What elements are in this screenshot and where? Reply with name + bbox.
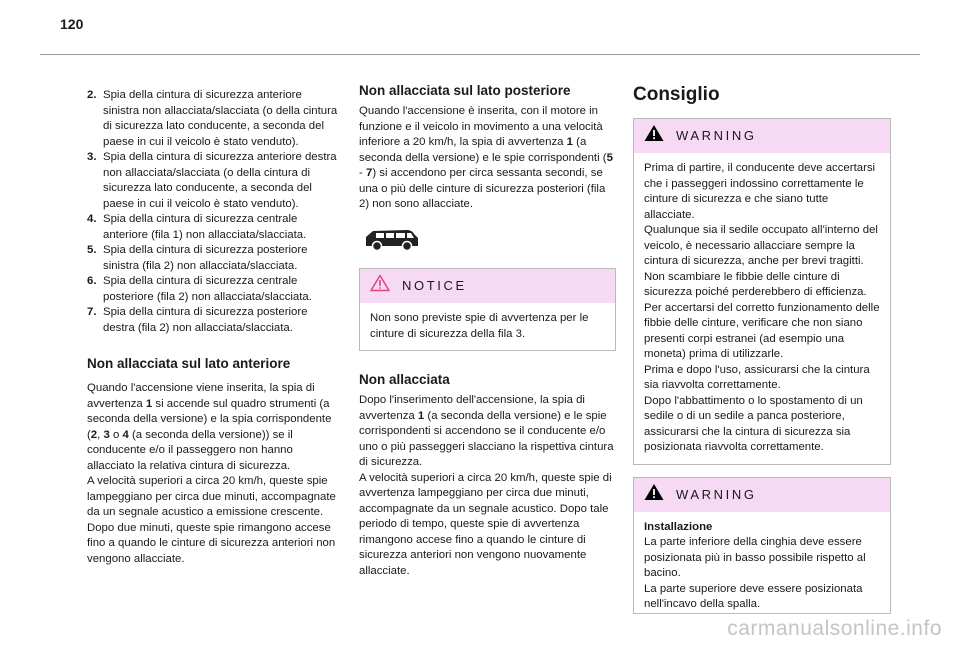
header-divider bbox=[40, 54, 920, 55]
list-item bbox=[87, 88, 339, 150]
item-number: 7. bbox=[87, 306, 97, 318]
unfastened-paragraph bbox=[359, 393, 616, 579]
warning-title: WARNING bbox=[676, 486, 757, 502]
notice-header bbox=[360, 269, 615, 303]
text-run: - bbox=[359, 167, 366, 179]
warning-text: Prima di partire, il conducente deve accertarsi che i passeggeri indossino correttamente le cinture di sicurezza e che siano tutte allacciate. Qualunque sia il sedile occupato all'interno del veicolo, è necessario allacciare sempre la cintura di sicurezza, anche per brevi tragitti. Non scambiare le fibbie delle cinture di sicurezza poiché perderebbero di efficienza. Per accertarsi del corretto funzionamento delle fibbie delle cinture, verificare che non siano presenti corpi estranei (ad esempio una moneta) prima di utilizzarle. Prima e dopo l'uso, assicurarsi che la cintura sia riavvolta correttamente. Dopo l'abbattimento o lo spostamento di un sedile o di un sedile a panca posteriore, assicurarsi che la cintura di sicurezza sia posizionata riavvolta correttamente. bbox=[644, 162, 880, 453]
warning-triangle-outline-icon bbox=[370, 274, 390, 298]
page-number: 120 bbox=[60, 16, 84, 32]
unfastened-heading: Non allacciata bbox=[359, 372, 450, 387]
rear-heading: Non allacciata sul lato posteriore bbox=[359, 83, 571, 98]
item-number: 3. bbox=[87, 151, 97, 163]
text-run: , bbox=[97, 428, 104, 441]
warning-header bbox=[634, 119, 890, 153]
watermark: carmanualsonline.info bbox=[727, 617, 942, 640]
text-run: ) si accendono per circa sessanta secondi, se una o più delle cinture di sicurezza posteriori (fila 2) non sono allacciate. bbox=[359, 167, 606, 210]
item-number: 4. bbox=[87, 213, 97, 225]
installation-warning-box bbox=[633, 477, 891, 614]
text-run: o bbox=[109, 428, 123, 441]
installation-text-block bbox=[634, 512, 890, 613]
bold-run: 3 bbox=[103, 428, 110, 441]
bold-run: 2 bbox=[90, 428, 98, 441]
installation-subheading: Installazione bbox=[644, 520, 713, 533]
text-run: (a seconda della versione) e le spie corrispondenti si accendono se il conducente e/o uno o più passeggeri slacciano la rispettiva cintura di sicurezza. A velocità superiori a circa 20 km/h, queste spie di avvertenza lampeggiano per circa due minuti, accompagnate da un segnale acustico. Dopo tale periodo di tempo, queste spie di avvertenza rimangono accese fino a quando le cinture di sicurezza anteriori non vengono nuovamente allacciate. bbox=[359, 409, 614, 577]
advice-heading: Consiglio bbox=[633, 84, 720, 105]
notice-title: NOTICE bbox=[402, 278, 467, 294]
warning-box bbox=[633, 118, 891, 465]
front-paragraph bbox=[87, 381, 339, 567]
item-number: 2. bbox=[87, 89, 97, 101]
item-number: 6. bbox=[87, 275, 97, 287]
bold-run: 5 bbox=[606, 151, 613, 164]
rear-paragraph bbox=[359, 104, 616, 213]
list-item bbox=[87, 212, 339, 243]
list-item bbox=[87, 305, 339, 336]
bold-run: 4 bbox=[122, 428, 129, 441]
list-item bbox=[87, 150, 339, 212]
item-text: Spia della cintura di sicurezza posteriore destra (fila 2) non allacciata/slacciata. bbox=[103, 306, 308, 334]
bold-run: 7 bbox=[365, 167, 373, 179]
text-run: Quando l'accensione è inserita, con il motore in funzione e il veicolo in movimento a una velocità inferiore a 20 km/h, la spia di avvertenza bbox=[359, 105, 603, 148]
text-run: (a seconda della versione)) se il conducente e/o il passeggero non hanno allacciato la relativa cintura di sicurezza. A velocità superiori a circa 20 km/h, queste spie lampeggiano per circa due minuti, accompagnate da un segnale acustico a emissione crescente. Dopo due minuti, queste spie rimangono accese fino a quando le cinture di sicurezza anteriori non vengono allacciate. bbox=[87, 428, 336, 565]
warning-title: WARNING bbox=[676, 128, 757, 144]
item-number: 5. bbox=[87, 244, 97, 256]
warning-header bbox=[634, 478, 890, 512]
front-heading: Non allacciata sul lato anteriore bbox=[87, 356, 291, 371]
notice-text: Non sono previste spie di avvertenza per le cinture di sicurezza della fila 3. bbox=[370, 312, 589, 340]
item-text: Spia della cintura di sicurezza centrale anteriore (fila 1) non allacciata/slacciata. bbox=[103, 213, 307, 241]
installation-text: La parte inferiore della cinghia deve essere posizionata più in basso possibile rispetto al bacino. La parte superiore deve essere posizionata nell'incavo della spalla. bbox=[644, 536, 866, 610]
item-text: Spia della cintura di sicurezza anteriore sinistra non allacciata/slacciata (o della cintura di sicurezza lato conducente, a seconda del paese in cui il veicolo è stato venduto). bbox=[103, 89, 338, 148]
notice-box bbox=[359, 268, 616, 351]
item-text: Spia della cintura di sicurezza anteriore destra non allacciata/slacciata (o della cintura di sicurezza lato conducente, a seconda del paese in cui il veicolo è stato venduto). bbox=[103, 151, 337, 210]
list-item bbox=[87, 243, 339, 274]
warning-triangle-filled-icon bbox=[644, 124, 664, 148]
item-text: Spia della cintura di sicurezza posteriore sinistra (fila 2) non allacciata/slacciata. bbox=[103, 244, 308, 272]
bold-run: 1 bbox=[566, 136, 574, 148]
right-column bbox=[633, 84, 891, 614]
item-text: Spia della cintura di sicurezza centrale posteriore (fila 2) non allacciata/slacciata. bbox=[103, 275, 312, 303]
text-run: Quando l'accensione viene inserita, la spia di avvertenza bbox=[87, 382, 315, 410]
van-icon bbox=[363, 227, 616, 259]
text-run: Dopo l'inserimento dell'accensione, la spia di avvertenza bbox=[359, 394, 585, 422]
bold-run: 1 bbox=[145, 397, 153, 410]
indicator-list bbox=[87, 88, 339, 336]
warning-triangle-filled-icon bbox=[644, 483, 664, 507]
text-run: si accende sul quadro strumenti (a seconda della versione) e la spia corrispondente ( bbox=[87, 397, 332, 441]
bold-run: 1 bbox=[417, 409, 425, 422]
text-run: (a seconda della versione) e le spie corrispondenti ( bbox=[359, 136, 607, 164]
middle-column bbox=[359, 82, 616, 579]
list-item bbox=[87, 274, 339, 305]
left-column bbox=[87, 88, 339, 567]
